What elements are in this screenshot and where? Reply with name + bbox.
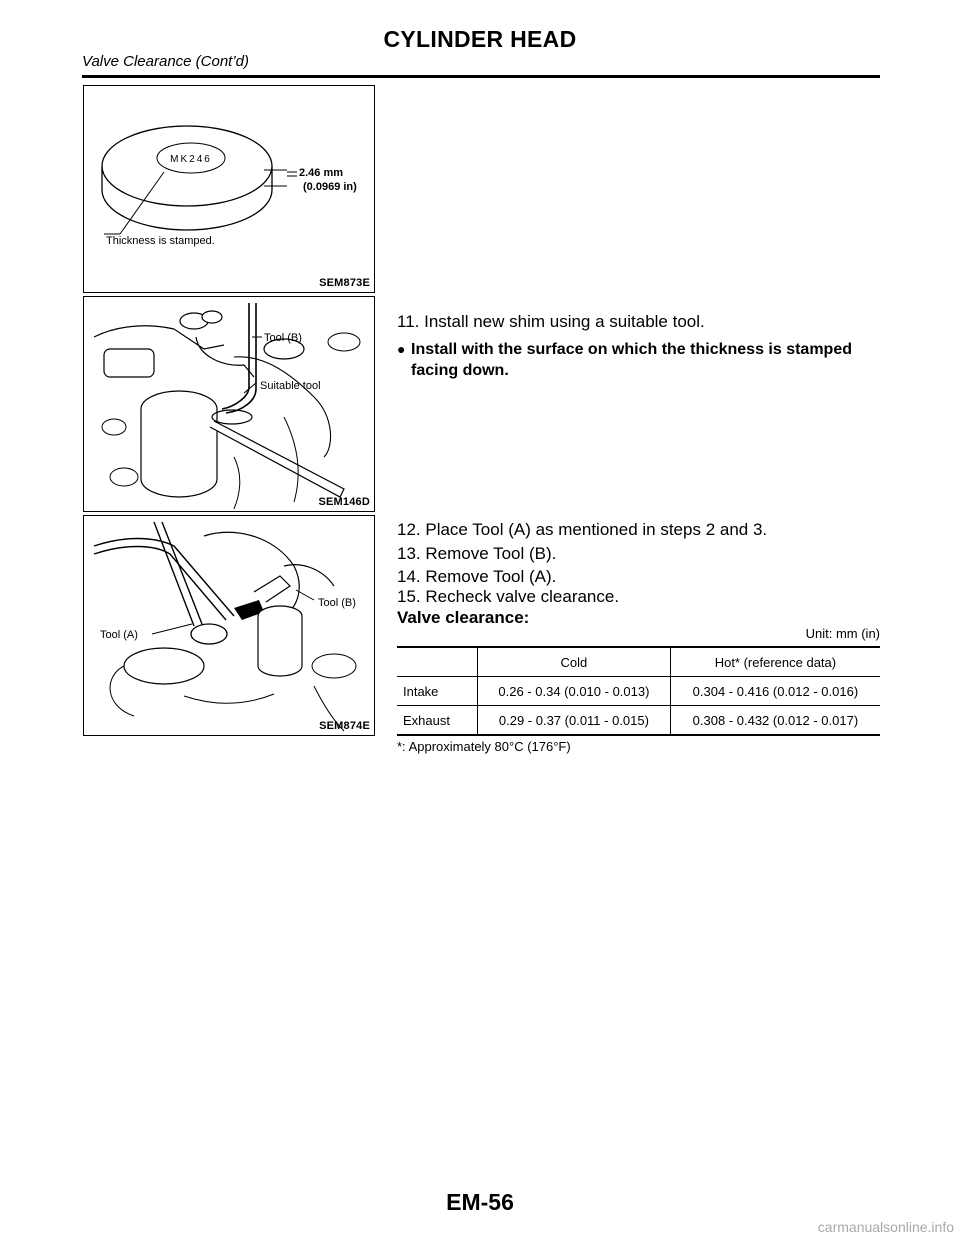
table-header-row [397, 647, 880, 677]
table-row [397, 677, 880, 706]
suitable-tool-label: Suitable tool [260, 380, 321, 392]
bullet-icon: ● [397, 341, 406, 357]
table-header-cell: Hot* (reference data) [670, 647, 880, 677]
table-header-cell: Cold [478, 647, 671, 677]
shim-stamp-label: MK246 [170, 154, 212, 165]
table-row [397, 706, 880, 736]
page-title: CYLINDER HEAD [383, 26, 577, 52]
tool-b-label: Tool (B) [318, 597, 356, 609]
step-11: 11. Install new shim using a suitable tool. [397, 312, 705, 331]
step-12: 12. Place Tool (A) as mentioned in steps 2 and 3. [397, 520, 768, 539]
figure-tools [83, 515, 375, 736]
table-header-cell [397, 647, 478, 677]
figure-code: SEM146D [318, 496, 370, 508]
bullet-text: Install with the surface on which the thickness is stamped facing down. [411, 341, 852, 379]
step-13: 13. Remove Tool (B). [397, 544, 557, 563]
tool-b-label: Tool (B) [264, 332, 302, 344]
spec-title: Valve clearance: [397, 608, 530, 627]
table-cell: 0.29 - 0.37 (0.011 - 0.015) [478, 706, 671, 736]
table-cell: 0.304 - 0.416 (0.012 - 0.016) [670, 677, 880, 706]
figure-code: SEM874E [319, 720, 370, 732]
shim-thickness-label: 2.46 mm [299, 167, 344, 179]
figure-shim-thickness [83, 85, 375, 293]
table-cell: Intake [403, 683, 439, 699]
figure-code: SEM873E [319, 277, 370, 289]
tool-a-label: Tool (A) [100, 629, 138, 641]
step-15: 15. Recheck valve clearance. [397, 587, 620, 606]
table-cell: Exhaust [397, 706, 478, 736]
section-subtitle: Valve Clearance (Cont’d) [82, 53, 250, 70]
valve-clearance-table [397, 646, 880, 736]
install-shim-illustration [84, 297, 374, 511]
step-11-bullet [397, 339, 887, 381]
table-cell: 0.308 - 0.432 (0.012 - 0.017) [670, 706, 880, 736]
figure-install-shim [83, 296, 375, 512]
header-rule [82, 75, 880, 78]
shim-note-label: Thickness is stamped. [106, 235, 215, 247]
step-14: 14. Remove Tool (A). [397, 567, 557, 586]
spec-unit: Unit: mm (in) [805, 626, 880, 641]
table-cell: 0.26 - 0.34 (0.010 - 0.013) [478, 677, 671, 706]
watermark: carmanualsonline.info [817, 1219, 954, 1235]
shim-illustration [84, 86, 374, 292]
page-number: EM-56 [446, 1189, 514, 1215]
shim-thickness-in-label: (0.0969 in) [303, 181, 357, 193]
tools-illustration [84, 516, 374, 735]
table-footnote: *: Approximately 80°C (176°F) [397, 739, 571, 754]
